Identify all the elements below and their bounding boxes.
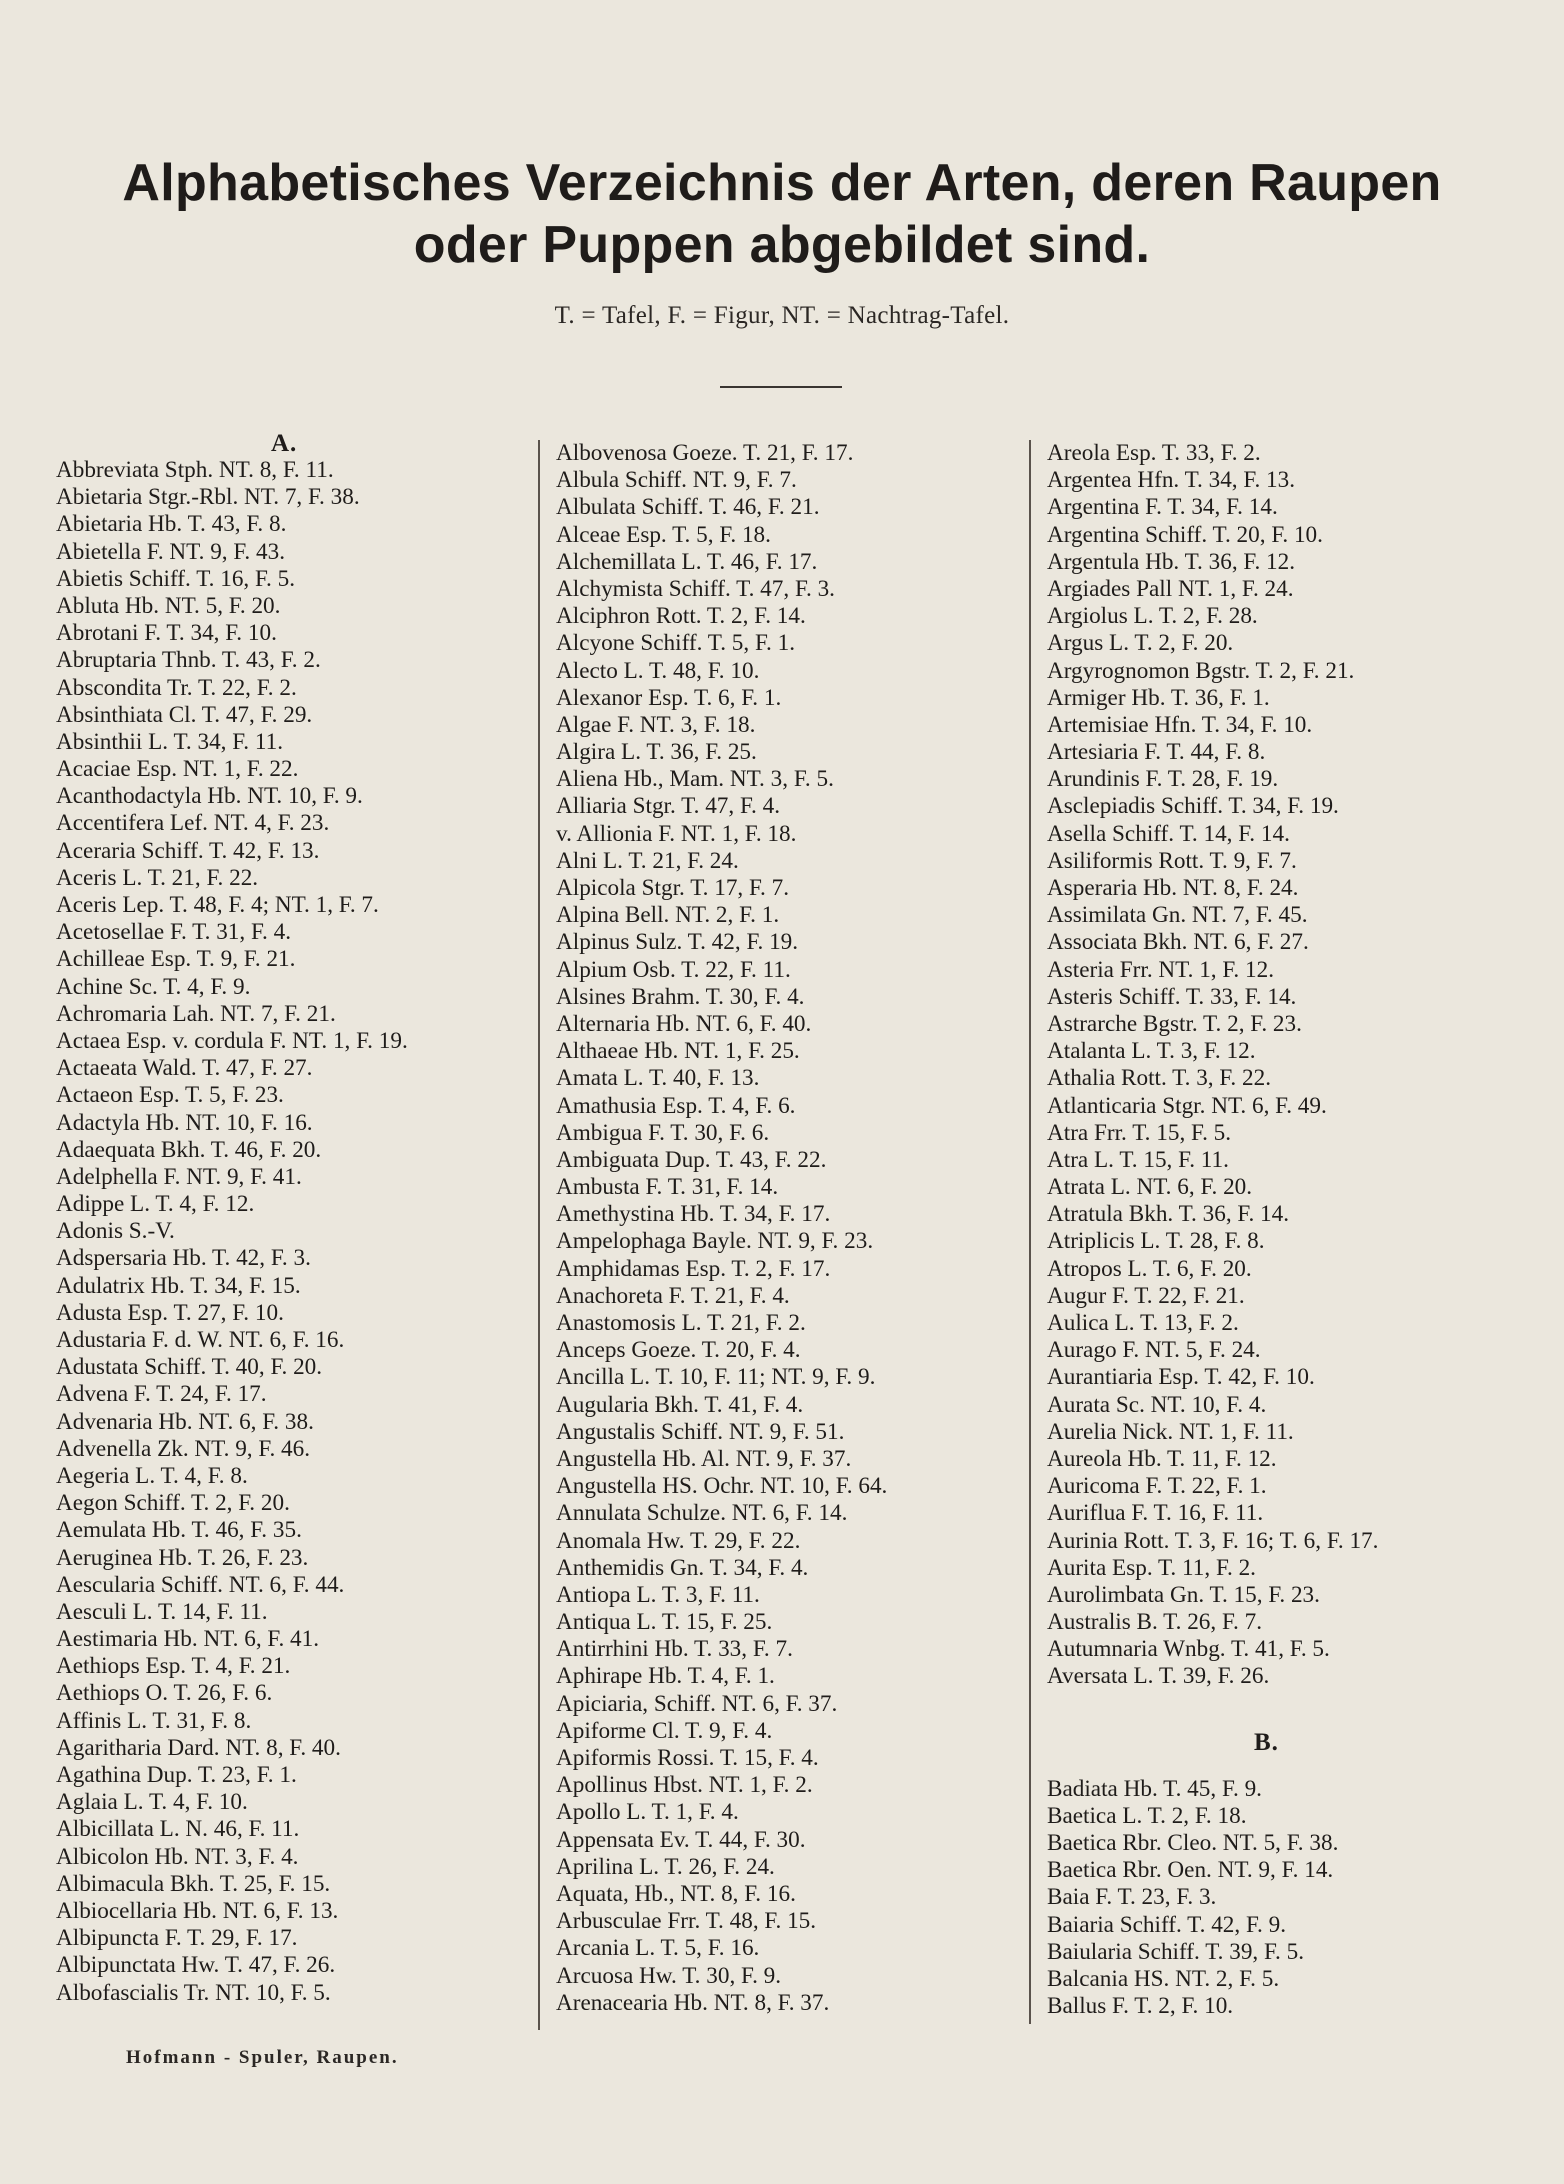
index-entry: Adulatrix Hb. T. 34, F. 15. [56,1272,301,1299]
index-entry: Anomala Hw. T. 29, F. 22. [556,1527,801,1554]
index-entry: Angustalis Schiff. NT. 9, F. 51. [556,1418,845,1445]
index-entry: Antiopa L. T. 3, F. 11. [556,1581,760,1608]
index-entry: Abietis Schiff. T. 16, F. 5. [56,565,296,592]
index-entry: Arundinis F. T. 28, F. 19. [1047,766,1279,793]
index-entry: Artesiaria F. T. 44, F. 8. [1047,739,1266,766]
index-entry: Achilleae Esp. T. 9, F. 21. [56,946,296,973]
section-heading-a: A. [271,430,298,457]
index-entry: Abietella F. NT. 9, F. 43. [56,538,285,565]
index-entry: Affinis L. T. 31, F. 8. [56,1707,252,1734]
index-entry: Aquata, Hb., NT. 8, F. 16. [556,1880,796,1907]
index-entry: Argus L. T. 2, F. 20. [1047,630,1234,657]
index-entry: Adippe L. T. 4, F. 12. [56,1191,255,1218]
abbreviation-legend: T. = Tafel, F. = Figur, NT. = Nachtrag-Tafel. [554,302,1010,329]
index-entry: Ampelophaga Bayle. NT. 9, F. 23. [556,1228,874,1255]
title-line-2: oder Puppen abgebildet sind. [413,216,1151,274]
index-entry: Aescularia Schiff. NT. 6, F. 44. [56,1571,345,1598]
index-entry: Atratula Bkh. T. 36, F. 14. [1047,1201,1290,1228]
index-entry: Aurantiaria Esp. T. 42, F. 10. [1047,1364,1315,1391]
index-entry: Aphirape Hb. T. 4, F. 1. [556,1663,775,1690]
index-entry: Areola Esp. T. 33, F. 2. [1047,440,1261,466]
page-title [0,152,1564,276]
index-entry: Aeruginea Hb. T. 26, F. 23. [56,1544,309,1571]
index-entry: Aceraria Schiff. T. 42, F. 13. [56,837,320,864]
index-entry: Alpicola Stgr. T. 17, F. 7. [556,875,790,901]
index-entry: Argentula Hb. T. 36, F. 12. [1047,548,1296,575]
entry-list-3 [1047,440,1378,1691]
index-entry: Assimilata Gn. NT. 7, F. 45. [1047,902,1308,929]
index-entry: Aesculi L. T. 14, F. 11. [56,1598,268,1625]
index-entry: Amata L. T. 40, F. 13. [556,1065,760,1092]
index-entry: Autumnaria Wnbg. T. 41, F. 5. [1047,1636,1330,1663]
index-entry: Abluta Hb. NT. 5, F. 20. [56,592,281,619]
index-entry: Aversata L. T. 39, F. 26. [1047,1663,1270,1690]
index-entry: Anthemidis Gn. T. 34, F. 4. [556,1554,809,1581]
index-entry: Abscondita Tr. T. 22, F. 2. [56,674,297,701]
index-entry: Aceris Lep. T. 48, F. 4; NT. 1, F. 7. [56,892,379,918]
index-entry: Alchymista Schiff. T. 47, F. 3. [556,575,835,602]
index-entry: Ambigua F. T. 30, F. 6. [556,1119,770,1146]
index-entry: Amphidamas Esp. T. 2, F. 17. [556,1255,831,1282]
index-entry: Aurita Esp. T. 11, F. 2. [1047,1554,1256,1581]
index-entry: Acetosellae F. T. 31, F. 4. [56,919,291,946]
index-entry: Adonis S.-V. [56,1218,175,1245]
index-entry: Baia F. T. 23, F. 3. [1047,1884,1217,1911]
index-entry: Adaequata Bkh. T. 46, F. 20. [56,1136,322,1163]
index-entry: Atra L. T. 15, F. 11. [1047,1146,1229,1173]
index-entry: Alecto L. T. 48, F. 10. [556,657,760,684]
index-entry: Armiger Hb. T. 36, F. 1. [1047,684,1270,711]
index-entry: Albovenosa Goeze. T. 21, F. 17. [556,440,854,466]
index-entry: Advena F. T. 24, F. 17. [56,1381,267,1408]
index-entry: Arcania L. T. 5, F. 16. [556,1935,760,1962]
index-entry: Alni L. T. 21, F. 24. [556,847,739,874]
index-entry: Actaeon Esp. T. 5, F. 23. [56,1082,284,1109]
index-entry: Ambiguata Dup. T. 43, F. 22. [556,1146,827,1173]
index-entry: Anastomosis L. T. 21, F. 2. [556,1310,806,1336]
index-entry: Actaea Esp. v. cordula F. NT. 1, F. 19. [56,1027,408,1054]
index-entry: Atlanticaria Stgr. NT. 6, F. 49. [1047,1092,1327,1119]
index-entry: Ambusta F. T. 31, F. 14. [556,1174,779,1201]
title-divider [720,386,842,388]
index-entry: Aethiops O. T. 26, F. 6. [56,1680,273,1707]
index-entry: Aurata Sc. NT. 10, F. 4. [1047,1391,1267,1418]
index-entry: Advenella Zk. NT. 9, F. 46. [56,1435,311,1462]
index-entry: Aurago F. NT. 5, F. 24. [1047,1337,1261,1364]
index-entry: Athalia Rott. T. 3, F. 22. [1047,1065,1272,1092]
index-entry: Achine Sc. T. 4, F. 9. [56,973,251,1000]
index-entry: Apiforme Cl. T. 9, F. 4. [556,1717,773,1744]
index-entry: Albulata Schiff. T. 46, F. 21. [556,494,820,521]
index-entry: Absinthii L. T. 34, F. 11. [56,728,284,755]
index-entry: Ancilla L. T. 10, F. 11; NT. 9, F. 9. [556,1364,876,1391]
index-entry: Auricoma F. T. 22, F. 1. [1047,1473,1267,1500]
index-entry: Alliaria Stgr. T. 47, F. 4. [556,793,781,820]
index-entry: Albofascialis Tr. NT. 10, F. 5. [56,1979,331,2006]
index-entry: Albiocellaria Hb. NT. 6, F. 13. [56,1897,339,1924]
index-entry: Albimacula Bkh. T. 25, F. 15. [56,1870,331,1897]
index-entry: Alceae Esp. T. 5, F. 18. [556,521,771,548]
index-entry: Albula Schiff. NT. 9, F. 7. [556,467,797,494]
index-entry: Asiliformis Rott. T. 9, F. 7. [1047,847,1297,874]
index-entry: Aurinia Rott. T. 3, F. 16; T. 6, F. 17. [1047,1527,1379,1554]
index-entry: Agaritharia Dard. NT. 8, F. 40. [56,1734,341,1761]
index-entry: Argiolus L. T. 2, F. 28. [1047,603,1258,630]
index-entry: Alpium Osb. T. 22, F. 11. [556,956,791,983]
index-entry: Aethiops Esp. T. 4, F. 21. [56,1653,291,1680]
index-entry: Arbusculae Frr. T. 48, F. 15. [556,1908,817,1935]
index-entry: Adusta Esp. T. 27, F. 10. [56,1299,284,1326]
index-entry: Apiciaria, Schiff. NT. 6, F. 37. [556,1690,838,1717]
index-entry: Atropos L. T. 6, F. 20. [1047,1255,1252,1282]
index-entry: Adustata Schiff. T. 40, F. 20. [56,1354,323,1381]
index-entry: Aureola Hb. T. 11, F. 12. [1047,1445,1277,1472]
index-entry: Ballus F. T. 2, F. 10. [1047,1993,1234,2020]
index-entry: Aliena Hb., Mam. NT. 3, F. 5. [556,766,834,793]
index-entry: Argentina Schiff. T. 20, F. 10. [1047,521,1323,548]
index-entry: Abrotani F. T. 34, F. 10. [56,620,277,647]
index-entry: Argentea Hfn. T. 34, F. 13. [1047,467,1296,494]
index-entry: Angustella HS. Ochr. NT. 10, F. 64. [556,1473,888,1500]
index-entry: Atalanta L. T. 3, F. 12. [1047,1038,1256,1065]
index-entry: Achromaria Lah. NT. 7, F. 21. [56,1000,336,1027]
index-entry: Absinthiata Cl. T. 47, F. 29. [56,701,313,728]
index-entry: Aestimaria Hb. NT. 6, F. 41. [56,1626,320,1653]
index-entry: v. Allionia F. NT. 1, F. 18. [556,820,797,847]
column-separator-1 [538,440,540,2030]
index-entry: Apollo L. T. 1, F. 4. [556,1799,739,1826]
index-entry: Amethystina Hb. T. 34, F. 17. [556,1201,831,1228]
index-entry: Abietaria Hb. T. 43, F. 8. [56,511,287,538]
index-entry: Acaciae Esp. NT. 1, F. 22. [56,756,299,783]
index-entry: Albicillata L. N. 46, F. 11. [56,1816,300,1843]
index-entry: Baetica L. T. 2, F. 18. [1047,1802,1247,1829]
index-entry: Associata Bkh. NT. 6, F. 27. [1047,929,1309,956]
index-entry: Agathina Dup. T. 23, F. 1. [56,1762,297,1788]
index-entry: Aegeria L. T. 4, F. 8. [56,1462,248,1489]
column-separator-2 [1029,440,1031,2024]
index-entry: Balcania HS. NT. 2, F. 5. [1047,1965,1280,1992]
index-entry: Alchemillata L. T. 46, F. 17. [556,548,818,575]
footer-caption: Hofmann - Spuler, Raupen. [126,2047,399,2068]
index-entry: Aceris L. T. 21, F. 22. [56,864,259,891]
index-entry: Alternaria Hb. NT. 6, F. 40. [556,1010,812,1037]
index-entry: Abietaria Stgr.-Rbl. NT. 7, F. 38. [56,484,360,511]
index-entry: Arenacearia Hb. NT. 8, F. 37. [556,1989,830,2016]
index-entry: Aulica L. T. 13, F. 2. [1047,1310,1239,1336]
entry-list-1 [56,457,408,2007]
index-entry: Accentifera Lef. NT. 4, F. 23. [56,810,330,837]
index-entry: Asteria Frr. NT. 1, F. 12. [1047,956,1274,983]
index-entry: Adustaria F. d. W. NT. 6, F. 16. [56,1327,345,1353]
index-entry: Abruptaria Thnb. T. 43, F. 2. [56,647,321,674]
index-entry: Aprilina L. T. 26, F. 24. [556,1853,775,1880]
index-entry: Abbreviata Stph. NT. 8, F. 11. [56,457,334,483]
index-entry: Anceps Goeze. T. 20, F. 4. [556,1337,801,1364]
index-entry: Atra Frr. T. 15, F. 5. [1047,1119,1232,1146]
index-column-3 [1047,440,1378,2020]
index-entry: Albipuncta F. T. 29, F. 17. [56,1925,298,1952]
index-entry: Atrata L. NT. 6, F. 20. [1047,1174,1253,1201]
section-heading-b: B. [1254,1728,1279,1756]
index-entry: Appensata Ev. T. 44, F. 30. [556,1826,806,1853]
index-entry: Artemisiae Hfn. T. 34, F. 10. [1047,711,1313,738]
index-entry: Baiaria Schiff. T. 42, F. 9. [1047,1911,1287,1938]
index-entry: Arcuosa Hw. T. 30, F. 9. [556,1962,782,1989]
index-entry: Alcyone Schiff. T. 5, F. 1. [556,630,796,657]
index-entry: Auriflua F. T. 16, F. 11. [1047,1500,1264,1527]
index-entry: Alpina Bell. NT. 2, F. 1. [556,902,780,929]
index-entry: Albicolon Hb. NT. 3, F. 4. [56,1843,299,1870]
index-entry: Angustella Hb. Al. NT. 9, F. 37. [556,1445,852,1472]
index-entry: Atriplicis L. T. 28, F. 8. [1047,1228,1265,1255]
index-entry: Advenaria Hb. NT. 6, F. 38. [56,1408,314,1435]
index-entry: Adspersaria Hb. T. 42, F. 3. [56,1245,311,1272]
index-entry: Baiularia Schiff. T. 39, F. 5. [1047,1938,1305,1965]
index-entry: Albipunctata Hw. T. 47, F. 26. [56,1952,336,1979]
index-entry: Apollinus Hbst. NT. 1, F. 2. [556,1772,813,1799]
index-entry: Baetica Rbr. Oen. NT. 9, F. 14. [1047,1857,1334,1884]
index-entry: Antirrhini Hb. T. 33, F. 7. [556,1636,793,1663]
index-entry: Althaeae Hb. NT. 1, F. 25. [556,1038,800,1065]
index-entry: Alsines Brahm. T. 30, F. 4. [556,983,805,1010]
index-entry: Australis B. T. 26, F. 7. [1047,1609,1263,1636]
entry-list-2 [556,440,887,2017]
index-entry: Anachoreta F. T. 21, F. 4. [556,1282,790,1309]
index-entry: Amathusia Esp. T. 4, F. 6. [556,1092,796,1119]
index-entry: Antiqua L. T. 15, F. 25. [556,1609,773,1636]
index-entry: Asella Schiff. T. 14, F. 14. [1047,820,1290,847]
entry-list-3b [1047,1776,1378,2021]
index-entry: Acanthodactyla Hb. NT. 10, F. 9. [56,783,363,810]
index-entry: Apiformis Rossi. T. 15, F. 4. [556,1745,819,1771]
index-entry: Aegon Schiff. T. 2, F. 20. [56,1490,290,1517]
index-entry: Algae F. NT. 3, F. 18. [556,711,756,738]
index-entry: Badiata Hb. T. 45, F. 9. [1047,1775,1262,1802]
index-column-2 [556,440,887,2017]
index-entry: Asclepiadis Schiff. T. 34, F. 19. [1047,793,1339,820]
index-entry: Algira L. T. 36, F. 25. [556,739,757,766]
index-entry: Asperaria Hb. NT. 8, F. 24. [1047,875,1299,901]
index-entry: Asteris Schiff. T. 33, F. 14. [1047,983,1297,1010]
index-entry: Adactyla Hb. NT. 10, F. 16. [56,1109,313,1136]
index-entry: Annulata Schulze. NT. 6, F. 14. [556,1500,848,1527]
index-entry: Actaeata Wald. T. 47, F. 27. [56,1055,313,1082]
index-entry: Aurelia Nick. NT. 1, F. 11. [1047,1418,1294,1445]
index-entry: Aglaia L. T. 4, F. 10. [56,1789,248,1816]
index-entry: Baetica Rbr. Cleo. NT. 5, F. 38. [1047,1830,1339,1856]
title-line-1: Alphabetisches Verzeichnis der Arten, deren Raupen [122,154,1442,212]
index-entry: Augularia Bkh. T. 41, F. 4. [556,1391,804,1418]
index-entry: Alpinus Sulz. T. 42, F. 19. [556,929,799,956]
index-entry: Aurolimbata Gn. T. 15, F. 23. [1047,1581,1320,1608]
index-entry: Alciphron Rott. T. 2, F. 14. [556,603,806,630]
index-entry: Adelphella F. NT. 9, F. 41. [56,1163,302,1190]
index-entry: Argentina F. T. 34, F. 14. [1047,494,1278,521]
index-entry: Augur F. T. 22, F. 21. [1047,1282,1245,1309]
index-column-1 [56,430,408,2007]
index-entry: Argyrognomon Bgstr. T. 2, F. 21. [1047,657,1355,684]
index-entry: Astrarche Bgstr. T. 2, F. 23. [1047,1010,1302,1037]
index-entry: Aemulata Hb. T. 46, F. 35. [56,1517,302,1544]
index-entry: Alexanor Esp. T. 6, F. 1. [556,684,782,711]
index-entry: Argiades Pall NT. 1, F. 24. [1047,575,1294,602]
